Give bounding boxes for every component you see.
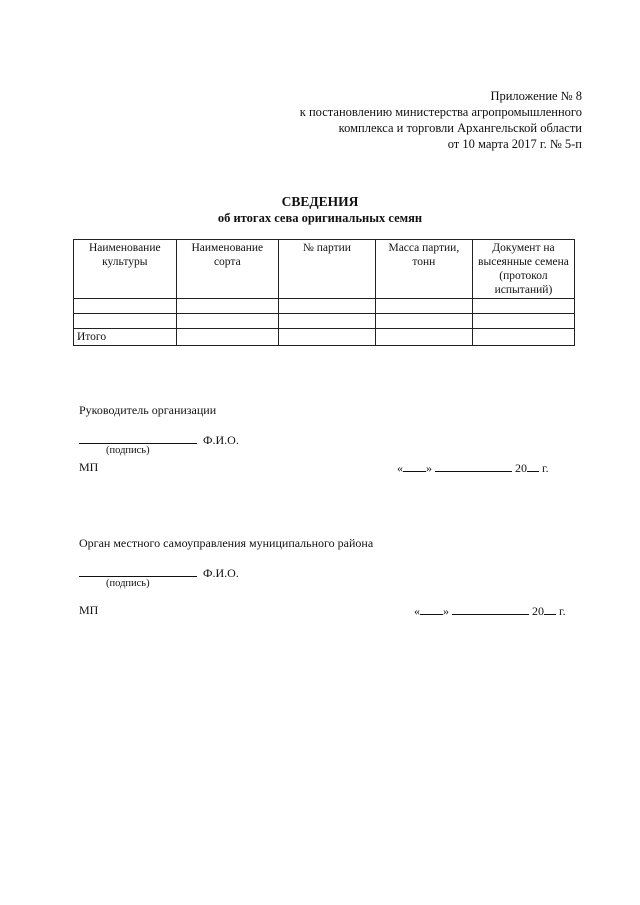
year-prefix: 20 bbox=[515, 461, 527, 475]
appendix-number: Приложение № 8 bbox=[490, 89, 582, 103]
table-cell[interactable] bbox=[375, 314, 472, 329]
column-header-crop: Наименование культуры bbox=[74, 240, 177, 299]
column-header-variety: Наименование сорта bbox=[176, 240, 279, 299]
table-cell[interactable] bbox=[74, 299, 177, 314]
year-suffix: г. bbox=[542, 461, 549, 475]
fio-label: Ф.И.О. bbox=[203, 566, 239, 580]
table-cell[interactable] bbox=[74, 314, 177, 329]
month-field[interactable] bbox=[435, 460, 512, 472]
report-table bbox=[73, 239, 575, 346]
fio-label: Ф.И.О. bbox=[203, 433, 239, 447]
table-cell[interactable] bbox=[472, 329, 574, 346]
table-cell[interactable] bbox=[472, 299, 574, 314]
table-header-row bbox=[74, 240, 575, 299]
column-header-batch: № партии bbox=[279, 240, 376, 299]
table-cell[interactable] bbox=[375, 299, 472, 314]
year-prefix: 20 bbox=[532, 604, 544, 618]
date-quote-open: « bbox=[397, 461, 403, 475]
table-cell[interactable] bbox=[472, 314, 574, 329]
date-quote-open: « bbox=[414, 604, 420, 618]
column-header-mass: Масса партии, тонн bbox=[375, 240, 472, 299]
signature-hint: (подпись) bbox=[106, 445, 150, 456]
signature-hint: (подпись) bbox=[106, 578, 150, 589]
table-row bbox=[74, 314, 575, 329]
authority-signature-line bbox=[79, 565, 239, 580]
column-header-document: Документ на высеянные семена (протокол испытаний) bbox=[472, 240, 574, 299]
table-cell[interactable] bbox=[176, 329, 279, 346]
year-suffix: г. bbox=[559, 604, 566, 618]
date-quote-close: » bbox=[443, 604, 449, 618]
month-field[interactable] bbox=[452, 603, 529, 615]
day-field[interactable] bbox=[403, 460, 426, 472]
appendix-header bbox=[300, 88, 582, 152]
date-field-group bbox=[397, 460, 549, 475]
year-field[interactable] bbox=[527, 460, 539, 472]
year-field[interactable] bbox=[544, 603, 556, 615]
table-cell[interactable] bbox=[375, 329, 472, 346]
table-row bbox=[74, 299, 575, 314]
appendix-date: от 10 марта 2017 г. № 5-п bbox=[447, 137, 582, 151]
head-signature-line bbox=[79, 432, 239, 447]
signature-field[interactable] bbox=[79, 565, 197, 577]
table-cell[interactable] bbox=[176, 314, 279, 329]
signature-field[interactable] bbox=[79, 432, 197, 444]
appendix-ministry: комплекса и торговли Архангельской области bbox=[338, 121, 582, 135]
head-of-organization-label: Руководитель организации bbox=[79, 403, 217, 417]
table-cell[interactable] bbox=[279, 299, 376, 314]
appendix-resolution: к постановлению министерства агропромышленного bbox=[299, 105, 582, 119]
stamp-label: МП bbox=[79, 603, 99, 617]
day-field[interactable] bbox=[420, 603, 443, 615]
table-cell[interactable] bbox=[279, 329, 376, 346]
document-subtitle: об итогах сева оригинальных семян bbox=[217, 211, 423, 225]
table-cell[interactable] bbox=[176, 299, 279, 314]
date-quote-close: » bbox=[426, 461, 432, 475]
stamp-label: МП bbox=[79, 460, 99, 474]
total-label: Итого bbox=[74, 329, 177, 346]
document-title: СВЕДЕНИЯ bbox=[281, 194, 359, 209]
total-row bbox=[74, 329, 575, 346]
municipal-authority-label: Орган местного самоуправления муниципального района bbox=[79, 536, 374, 550]
table-cell[interactable] bbox=[279, 314, 376, 329]
date-field-group bbox=[414, 603, 566, 618]
